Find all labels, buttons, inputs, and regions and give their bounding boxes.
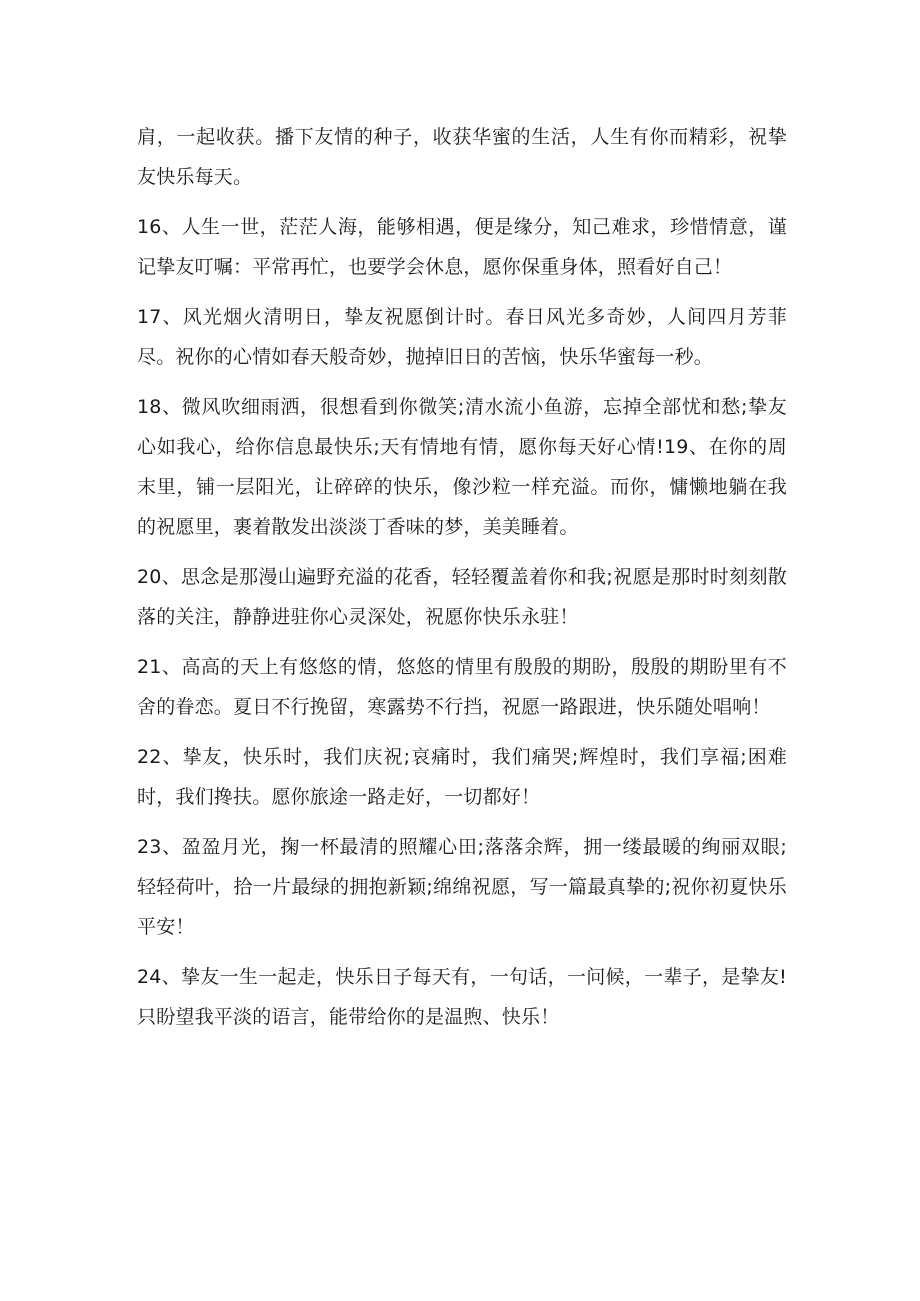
paragraph-2: 16、人生一世，茫茫人海，能够相遇，便是缘分，知己难求，珍惜情意，谨记挚友叮嘱：平常再忙，也要学会休息，愿你保重身体，照看好自己！	[137, 216, 787, 278]
paragraph-1: 肩，一起收获。播下友情的种子，收获华蜜的生活，人生有你而精彩，祝挚友快乐每天。	[137, 126, 787, 188]
document-body	[137, 117, 787, 1047]
paragraph-8: 23、盈盈月光，掬一杯最清的照耀心田;落落余辉，拥一缕最暖的绚丽双眼;轻轻荷叶，拾一片最绿的拥抱新颖;绵绵祝愿，写一篇最真挚的;祝你初夏快乐平安！	[137, 836, 787, 938]
paragraph-6: 21、高高的天上有悠悠的情，悠悠的情里有殷殷的期盼，殷殷的期盼里有不舍的眷恋。夏日不行挽留，寒露势不行挡，祝愿一路跟进，快乐随处唱响！	[137, 656, 787, 718]
paragraph-5: 20、思念是那漫山遍野充溢的花香，轻轻覆盖着你和我;祝愿是那时时刻刻散落的关注，静静进驻你心灵深处，祝愿你快乐永驻！	[137, 566, 787, 628]
paragraph-3: 17、风光烟火清明日，挚友祝愿倒计时。春日风光多奇妙，人间四月芳菲尽。祝你的心情如春天般奇妙，抛掉旧日的苦恼，快乐华蜜每一秒。	[137, 306, 787, 368]
paragraph-9: 24、挚友一生一起走，快乐日子每天有，一句话，一问候，一辈子，是挚友!只盼望我平淡的语言，能带给你的是温煦、快乐！	[137, 966, 787, 1028]
paragraph-7: 22、挚友，快乐时，我们庆祝;哀痛时，我们痛哭;辉煌时，我们享福;困难时，我们搀扶。愿你旅途一路走好，一切都好！	[137, 746, 787, 808]
paragraph-4: 18、微风吹细雨洒，很想看到你微笑;清水流小鱼游，忘掉全部忧和愁;挚友心如我心，给你信息最快乐;天有情地有情，愿你每天好心情!19、在你的周末里，铺一层阳光，让碎碎的快乐，像沙粒一样充溢。而你，慵懒地躺在我的祝愿里，裹着散发出淡淡丁香味的梦，美美睡着。	[137, 396, 787, 538]
